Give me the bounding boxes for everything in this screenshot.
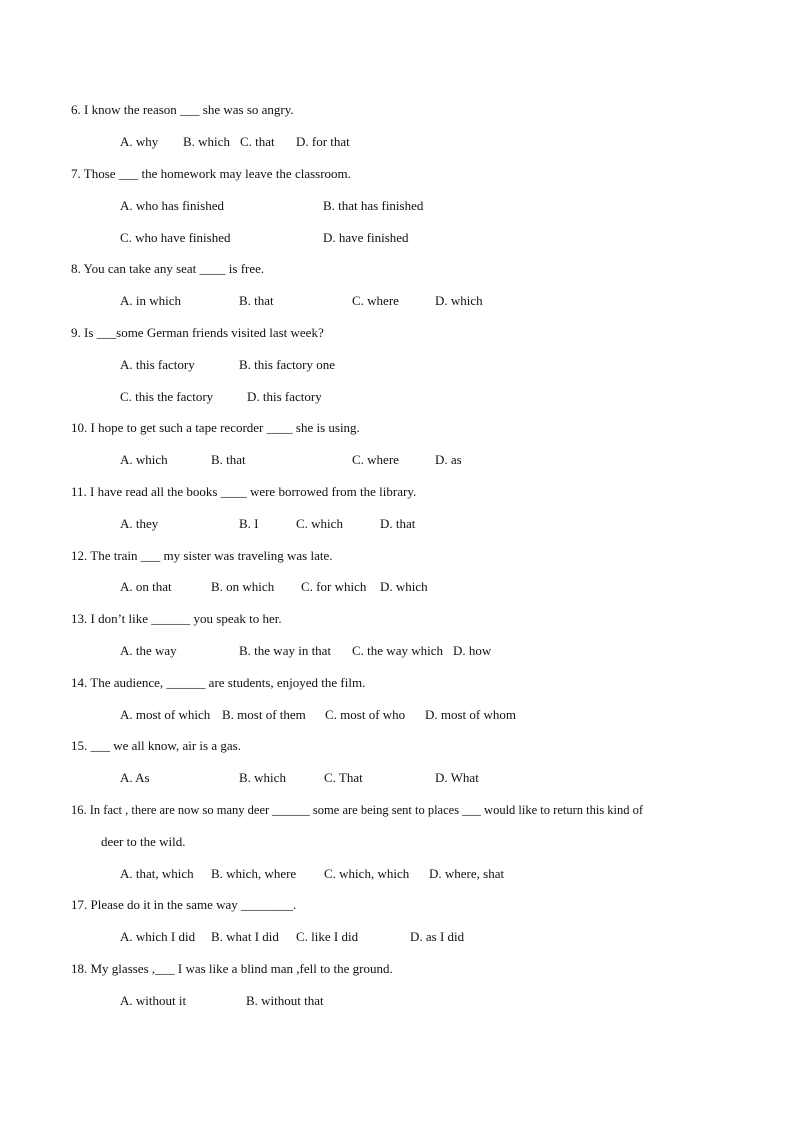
q17-option-d: D. as I did [410,929,465,944]
q12-option-a: A. on that [120,579,172,594]
q17-option-c: C. like I did [296,929,359,944]
q12-option-b: B. on which [211,579,275,594]
q13-option-c: C. the way which [352,643,443,658]
question-10-stem: 10. I hope to get such a tape recorder ____ she is using. [71,420,360,435]
q14-option-d: D. most of whom [425,707,516,722]
q8-option-b: B. that [239,293,274,308]
q14-option-a: A. most of which [120,707,211,722]
q9-option-c: C. this the factory [120,389,214,404]
q13-option-b: B. the way in that [239,643,332,658]
q11-option-c: C. which [296,516,343,531]
q15-option-a: A. As [120,770,150,785]
q10-option-a: A. which [120,452,168,467]
q15-option-c: C. That [324,770,363,785]
q9-option-d: D. this factory [247,389,322,404]
q7-option-c: C. who have finished [120,230,231,245]
q6-option-d: D. for that [296,134,350,149]
question-17-stem: 17. Please do it in the same way ________. [71,897,297,912]
q8-option-d: D. which [435,293,483,308]
q7-option-b: B. that has finished [323,198,424,213]
question-14-stem: 14. The audience, ______ are students, enjoyed the film. [71,675,366,690]
q14-option-c: C. most of who [325,707,406,722]
q16-option-a: A. that, which [120,866,194,881]
q13-option-d: D. how [453,643,492,658]
q18-option-a: A. without it [120,993,187,1008]
q15-option-d: D. What [435,770,479,785]
question-12-stem: 12. The train ___ my sister was traveling was late. [71,548,333,563]
q16-option-b: B. which, where [211,866,297,881]
question-13-stem: 13. I don’t like ______ you speak to her. [71,611,282,626]
q13-option-a: A. the way [120,643,177,658]
q17-option-b: B. what I did [211,929,279,944]
question-16-stem-continued: deer to the wild. [101,834,186,849]
question-18-stem: 18. My glasses ,___ I was like a blind man ,fell to the ground. [71,961,393,976]
q10-option-b: B. that [211,452,246,467]
q16-option-c: C. which, which [324,866,410,881]
q16-option-d: D. where, shat [429,866,505,881]
question-15-stem: 15. ___ we all know, air is a gas. [71,738,241,753]
q10-option-c: C. where [352,452,399,467]
q10-option-d: D. as [435,452,462,467]
q18-option-b: B. without that [246,993,324,1008]
q11-option-d: D. that [380,516,416,531]
q11-option-b: B. I [239,516,259,531]
q6-option-b: B. which [183,134,230,149]
q12-option-d: D. which [380,579,428,594]
question-8-stem: 8. You can take any seat ____ is free. [71,261,265,276]
q6-option-c: C. that [240,134,275,149]
q7-option-d: D. have finished [323,230,409,245]
q12-option-c: C. for which [301,579,367,594]
q9-option-b: B. this factory one [239,357,336,372]
q14-option-b: B. most of them [222,707,306,722]
question-6-stem: 6. I know the reason ___ she was so angry. [71,102,294,117]
q9-option-a: A. this factory [120,357,195,372]
q11-option-a: A. they [120,516,159,531]
question-7-stem: 7. Those ___ the homework may leave the classroom. [71,166,351,181]
q17-option-a: A. which I did [120,929,196,944]
q15-option-b: B. which [239,770,286,785]
q7-option-a: A. who has finished [120,198,224,213]
question-16-stem: 16. In fact , there are now so many deer ______ some are being sent to places ___ would like to return this kind of [71,803,644,817]
q8-option-a: A. in which [120,293,182,308]
q6-option-a: A. why [120,134,159,149]
question-11-stem: 11. I have read all the books ____ were borrowed from the library. [71,484,417,499]
q8-option-c: C. where [352,293,399,308]
question-9-stem: 9. Is ___some German friends visited last week? [71,325,324,340]
